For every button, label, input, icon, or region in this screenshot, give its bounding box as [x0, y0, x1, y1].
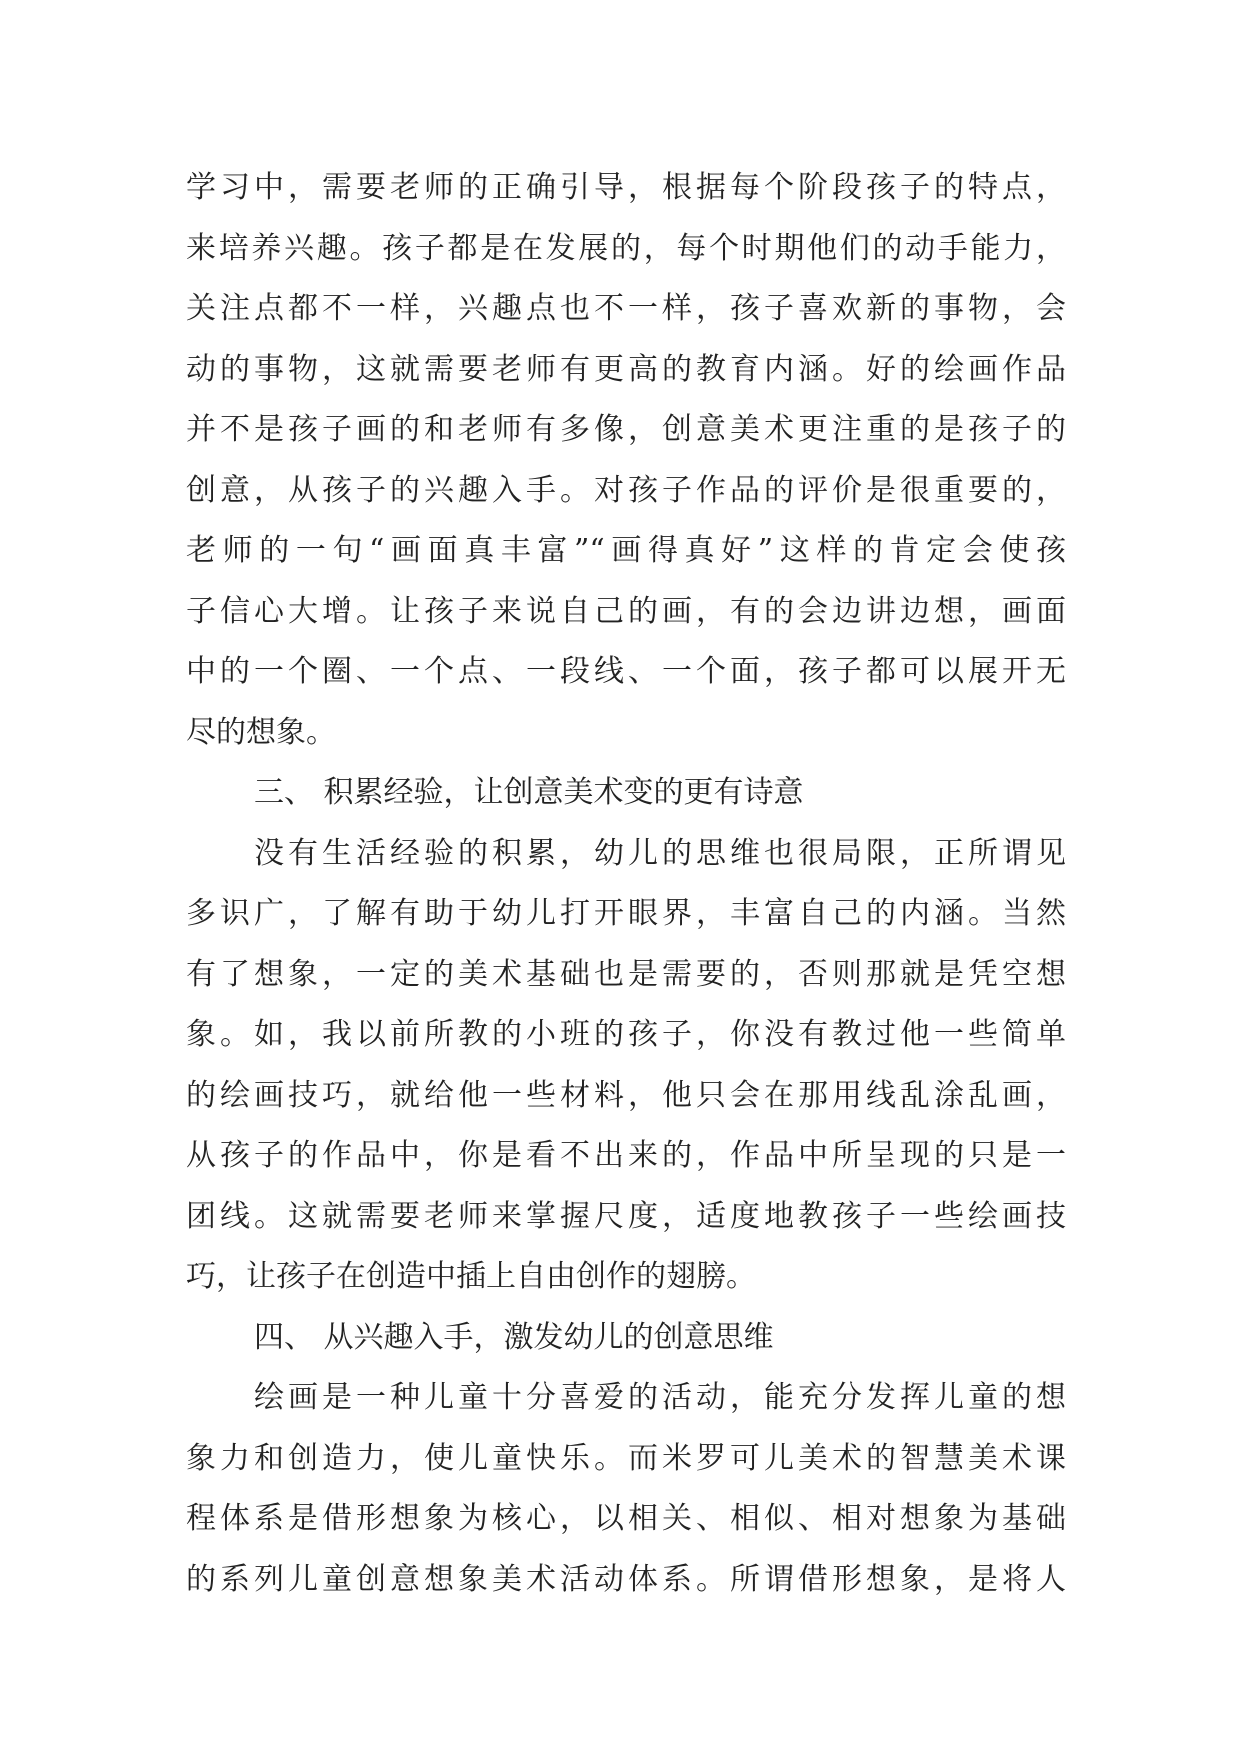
section-heading: 三、 积累经验，让创意美术变的更有诗意 — [254, 775, 804, 810]
text-line: 没有生活经验的积累，幼儿的思维也很局限，正所谓见 — [254, 835, 1066, 871]
text-line: 巧，让孩子在创造中插上自由创作的翅膀。 — [186, 1259, 756, 1294]
body-text — [186, 158, 1066, 1610]
text-line: 并不是孩子画的和老师有多像，创意美术更注重的是孩子的 — [186, 412, 1066, 447]
text-line: 绘画是一种儿童十分喜爱的活动，能充分发挥儿童的想 — [254, 1380, 1066, 1415]
section-heading: 四、 从兴趣入手，激发幼儿的创意思维 — [254, 1319, 774, 1355]
text-line: 的系列儿童创意想象美术活动体系。所谓借形想象，是将人 — [186, 1561, 1066, 1597]
text-line: 子信心大增。让孩子来说自己的画，有的会边讲边想，画面 — [186, 593, 1066, 629]
text-line: 学习中，需要老师的正确引导，根据每个阶段孩子的特点， — [186, 170, 1066, 205]
text-line: 动的事物，这就需要老师有更高的教育内涵。好的绘画作品 — [186, 351, 1066, 387]
text-line: 来培养兴趣。孩子都是在发展的，每个时期他们的动手能力， — [186, 230, 1066, 266]
text-line: 从孩子的作品中，你是看不出来的，作品中所呈现的只是一 — [186, 1138, 1066, 1173]
text-line: 象力和创造力，使儿童快乐。而米罗可儿美术的智慧美术课 — [186, 1440, 1066, 1476]
text-line: 关注点都不一样，兴趣点也不一样，孩子喜欢新的事物，会 — [186, 291, 1066, 326]
text-line: 创意，从孩子的兴趣入手。对孩子作品的评价是很重要的， — [186, 472, 1066, 508]
text-line: 中的一个圈、一个点、一段线、一个面，孩子都可以展开无 — [186, 654, 1066, 689]
text-line: 老师的一句“画面真丰富”“画得真好”这样的肯定会使孩 — [186, 533, 1066, 568]
text-line: 程体系是借形想象为核心，以相关、相似、相对想象为基础 — [186, 1501, 1066, 1536]
text-line: 象。如，我以前所教的小班的孩子，你没有教过他一些简单 — [186, 1017, 1066, 1052]
text-line: 多识广，了解有助于幼儿打开眼界，丰富自己的内涵。当然 — [186, 896, 1066, 931]
text-line: 团线。这就需要老师来掌握尺度，适度地教孩子一些绘画技 — [186, 1198, 1066, 1234]
text-line: 尽的想象。 — [186, 714, 336, 750]
text-line: 的绘画技巧，就给他一些材料，他只会在那用线乱涂乱画， — [186, 1077, 1066, 1113]
text-line: 有了想象，一定的美术基础也是需要的，否则那就是凭空想 — [186, 956, 1066, 992]
